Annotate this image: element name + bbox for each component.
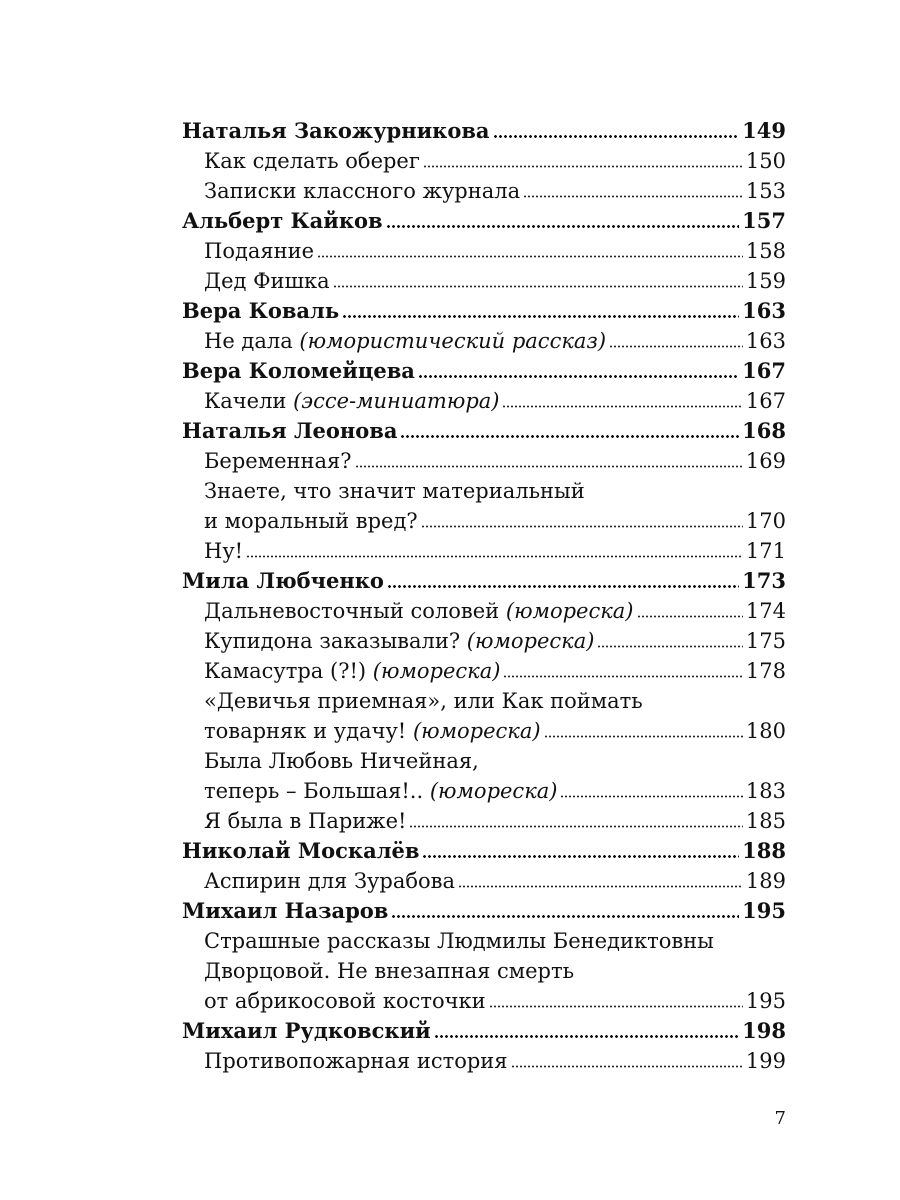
dot-leader	[502, 405, 742, 408]
work-title-wrap	[204, 596, 634, 626]
dot-leader	[637, 615, 743, 618]
work-title: Ну!	[204, 539, 244, 563]
author-name: Альберт Кайков	[182, 208, 383, 233]
toc-work-entry	[182, 326, 786, 356]
work-genre-note: (юмореска)	[505, 599, 634, 623]
work-genre-note: (юмореска)	[372, 659, 501, 683]
dot-leader	[418, 375, 739, 378]
dot-leader	[609, 345, 743, 348]
author-page-number: 163	[742, 298, 786, 323]
toc-author-entry	[182, 116, 786, 146]
work-title: Дальневосточный соловей	[204, 599, 500, 623]
work-title: Качели	[204, 389, 287, 413]
author-name: Вера Коваль	[182, 298, 340, 323]
work-genre-note: (юмореска)	[412, 719, 541, 743]
author-page-number: 168	[742, 418, 786, 443]
work-title: товарняк и удачу!	[204, 719, 407, 743]
toc-work-entry	[182, 146, 786, 176]
work-page-number: 175	[745, 629, 786, 653]
work-page-number: 189	[745, 869, 786, 893]
author-name: Вера Коломейцева	[182, 358, 415, 383]
work-title: теперь – Большая!..	[204, 779, 424, 803]
toc-work-title-line	[182, 746, 786, 776]
toc-work-entry	[182, 656, 786, 686]
work-title-wrap	[204, 506, 418, 536]
work-title: Я была в Париже!	[204, 809, 407, 833]
toc-work-entry	[182, 1046, 786, 1076]
work-title-part: Знаете, что значит материальный	[204, 479, 585, 503]
toc-work-title-line	[182, 476, 786, 506]
work-title-wrap	[204, 386, 499, 416]
toc-work-title-line	[182, 686, 786, 716]
dot-leader	[409, 825, 742, 828]
toc-author-entry	[182, 296, 786, 326]
dot-leader	[355, 465, 743, 468]
author-page-number: 149	[742, 118, 786, 143]
author-page-number: 188	[742, 838, 786, 863]
work-title: Дед Фишка	[204, 269, 330, 293]
work-page-number: 199	[745, 1049, 786, 1073]
toc-author-entry	[182, 836, 786, 866]
work-genre-note: (юмореска)	[466, 629, 595, 653]
work-page-number: 180	[745, 719, 786, 743]
toc-work-entry	[182, 986, 786, 1016]
work-genre-note: (эссе-миниатюра)	[293, 389, 500, 413]
author-name: Мила Любченко	[182, 568, 384, 593]
work-title-wrap	[204, 986, 486, 1016]
author-name: Михаил Назаров	[182, 898, 389, 923]
dot-leader	[493, 135, 740, 138]
author-name: Михаил Рудковский	[182, 1018, 431, 1043]
dot-leader	[458, 885, 743, 888]
author-page-number: 198	[742, 1018, 786, 1043]
author-page-number: 173	[742, 568, 786, 593]
work-title-wrap	[204, 776, 557, 806]
work-title: Не дала	[204, 329, 293, 353]
author-page-number: 157	[742, 208, 786, 233]
work-page-number: 171	[745, 539, 786, 563]
toc-work-title-line	[182, 956, 786, 986]
toc-author-entry	[182, 416, 786, 446]
work-title-wrap	[204, 326, 606, 356]
dot-leader	[386, 225, 740, 228]
dot-leader	[333, 285, 743, 288]
dot-leader	[342, 315, 739, 318]
dot-leader	[423, 165, 743, 168]
dot-leader	[503, 675, 743, 678]
work-genre-note: (юмористический рассказ)	[299, 329, 607, 353]
work-title-wrap	[204, 806, 406, 836]
work-page-number: 185	[745, 809, 786, 833]
work-title-part: Была Любовь Ничейная,	[204, 749, 479, 773]
author-name: Николай Москалёв	[182, 838, 420, 863]
work-title-part: «Девичья приемная», или Как поймать	[204, 689, 643, 713]
toc-work-entry	[182, 506, 786, 536]
work-title-wrap	[204, 446, 352, 476]
work-page-number: 163	[745, 329, 786, 353]
toc-work-entry	[182, 716, 786, 746]
work-title: Беременная?	[204, 449, 352, 473]
work-title: Противопожарная история	[204, 1049, 508, 1073]
work-page-number: 169	[745, 449, 786, 473]
work-title-wrap	[204, 266, 330, 296]
toc-work-entry	[182, 776, 786, 806]
author-page-number: 195	[742, 898, 786, 923]
work-page-number: 159	[745, 269, 786, 293]
work-title-wrap	[204, 656, 500, 686]
toc-author-entry	[182, 896, 786, 926]
toc-work-entry	[182, 596, 786, 626]
author-page-number: 167	[742, 358, 786, 383]
dot-leader	[489, 1005, 743, 1008]
work-page-number: 158	[745, 239, 786, 263]
work-title: Записки классного журнала	[204, 179, 521, 203]
work-title-wrap	[204, 716, 541, 746]
dot-leader	[422, 855, 739, 858]
work-title-part: Дворцовой. Не внезапная смерть	[204, 959, 575, 983]
dot-leader	[421, 525, 743, 528]
toc-work-entry	[182, 266, 786, 296]
work-page-number: 174	[745, 599, 786, 623]
dot-leader	[434, 1035, 739, 1038]
work-page-number: 170	[745, 509, 786, 533]
toc-author-entry	[182, 206, 786, 236]
work-page-number: 167	[745, 389, 786, 413]
dot-leader	[511, 1065, 743, 1068]
work-title-wrap	[204, 536, 243, 566]
toc-work-entry	[182, 176, 786, 206]
work-genre-note: (юмореска)	[429, 779, 558, 803]
work-title-part: Страшные рассказы Людмилы Бенедиктовны	[204, 929, 714, 953]
work-title-wrap	[204, 236, 314, 266]
table-of-contents	[182, 116, 786, 1076]
work-title-wrap	[204, 1046, 508, 1076]
work-title-wrap	[204, 626, 594, 656]
dot-leader	[544, 735, 743, 738]
work-page-number: 153	[745, 179, 786, 203]
dot-leader	[560, 795, 742, 798]
work-title: Камасутра (?!)	[204, 659, 367, 683]
work-title: Как сделать оберег	[204, 149, 420, 173]
author-name: Наталья Леонова	[182, 418, 398, 443]
dot-leader	[387, 585, 739, 588]
work-title-wrap	[204, 146, 420, 176]
work-title-wrap	[204, 866, 455, 896]
toc-author-entry	[182, 1016, 786, 1046]
dot-leader	[246, 555, 743, 558]
dot-leader	[317, 255, 743, 258]
work-title-wrap	[204, 176, 520, 206]
dot-leader	[597, 645, 743, 648]
work-page-number: 195	[745, 989, 786, 1013]
work-title: от абрикосовой косточки	[204, 989, 486, 1013]
work-title: Подаяние	[204, 239, 315, 263]
author-name: Наталья Закожурникова	[182, 118, 490, 143]
work-page-number: 183	[745, 779, 786, 803]
toc-work-entry	[182, 446, 786, 476]
dot-leader	[523, 195, 743, 198]
toc-work-entry	[182, 536, 786, 566]
work-title: Купидона заказывали?	[204, 629, 461, 653]
toc-work-title-line	[182, 926, 786, 956]
toc-work-entry	[182, 626, 786, 656]
dot-leader	[391, 915, 739, 918]
page-number: 7	[774, 1108, 786, 1129]
work-page-number: 178	[745, 659, 786, 683]
toc-author-entry	[182, 566, 786, 596]
toc-work-entry	[182, 386, 786, 416]
work-title: и моральный вред?	[204, 509, 418, 533]
toc-work-entry	[182, 806, 786, 836]
work-page-number: 150	[745, 149, 786, 173]
work-title: Аспирин для Зурабова	[204, 869, 455, 893]
toc-work-entry	[182, 866, 786, 896]
toc-work-entry	[182, 236, 786, 266]
toc-author-entry	[182, 356, 786, 386]
dot-leader	[400, 435, 739, 438]
